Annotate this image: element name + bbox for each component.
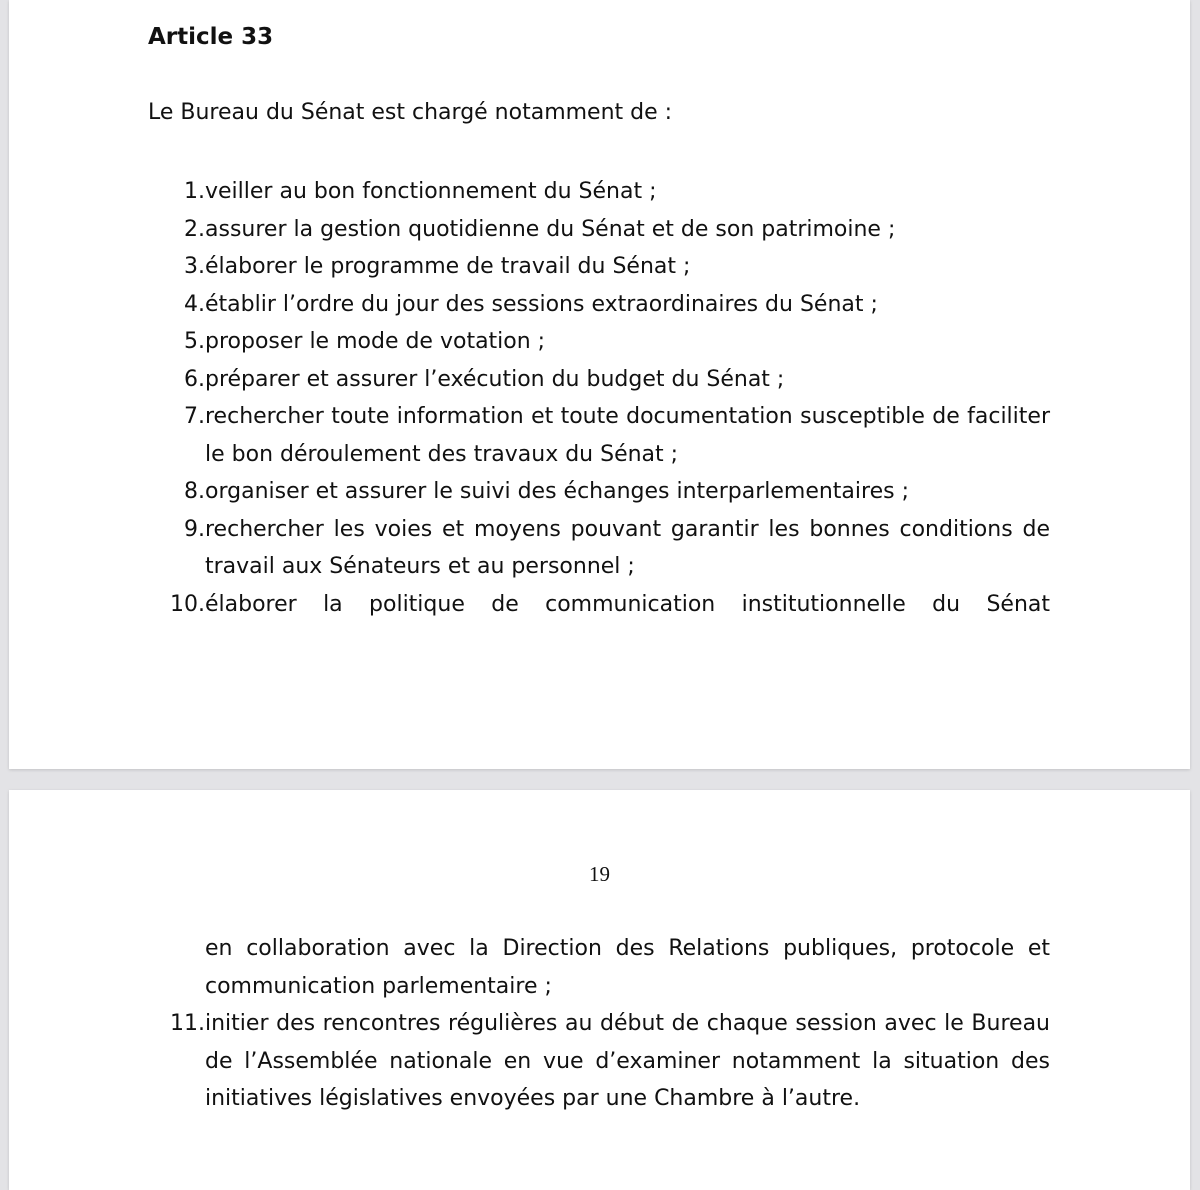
page-number: 19 <box>589 862 610 886</box>
list-item-text: assurer la gestion quotidienne du Sénat et de son patrimoine ; <box>205 216 896 242</box>
article-list <box>148 173 1050 623</box>
list-item-text: rechercher les voies et moyens pouvant garantir les bonnes conditions de travail aux Sénateurs et au personnel ; <box>205 516 1050 579</box>
list-item <box>148 473 1050 511</box>
article-title: Article 33 <box>148 24 274 50</box>
article-intro: Le Bureau du Sénat est chargé notamment de : <box>148 100 673 125</box>
list-item <box>148 586 1050 624</box>
list-item-number: 8. <box>184 479 205 504</box>
list-item-number: 5. <box>184 329 205 354</box>
list-item <box>148 211 1050 249</box>
list-item-number: 4. <box>184 291 205 317</box>
list-item-text: initier des rencontres régulières au début de chaque session avec le Bureau de l’Assemblée nationale en vue d’examiner notamment la situation des initiatives législatives envoyées par une Chambre à l’autre. <box>205 1011 1050 1111</box>
list-item-number: 3. <box>184 254 205 279</box>
list-item-text: en collaboration avec la Direction des Relations publiques, protocole et communication parlementaire ; <box>205 936 1050 999</box>
list-item-number: 1. <box>184 179 205 204</box>
document-page-1 <box>9 0 1190 769</box>
list-item-number: 11. <box>170 1011 205 1036</box>
list-item <box>148 398 1050 473</box>
list-item <box>148 248 1050 286</box>
list-item-text: organiser et assurer le suivi des échanges interparlementaires ; <box>205 479 909 504</box>
list-item <box>148 1005 1050 1118</box>
list-item-number: 6. <box>184 366 205 392</box>
list-item-number: 9. <box>184 516 205 542</box>
list-item <box>148 286 1050 324</box>
list-item <box>148 511 1050 586</box>
list-item <box>148 173 1050 211</box>
list-item-text: rechercher toute information et toute documentation susceptible de faciliter le bon déroulement des travaux du Sénat ; <box>205 404 1050 467</box>
list-item-continuation <box>148 930 1050 1005</box>
list-item-number: 10. <box>170 591 205 617</box>
list-item <box>148 323 1050 361</box>
list-item <box>148 361 1050 399</box>
list-item-text: proposer le mode de votation ; <box>205 329 546 354</box>
document-page-2 <box>9 790 1190 1190</box>
list-item-text: établir l’ordre du jour des sessions extraordinaires du Sénat ; <box>205 291 878 317</box>
list-item-number: 2. <box>184 216 205 242</box>
list-item-number: 7. <box>184 404 205 429</box>
list-item-text: élaborer le programme de travail du Sénat ; <box>205 254 691 279</box>
list-item-text: préparer et assurer l’exécution du budget du Sénat ; <box>205 366 785 392</box>
list-item-text: veiller au bon fonctionnement du Sénat ; <box>205 179 657 204</box>
article-list-continued <box>148 930 1050 1118</box>
list-item-text: élaborer la politique de communication institutionnelle du Sénat <box>205 591 1050 617</box>
